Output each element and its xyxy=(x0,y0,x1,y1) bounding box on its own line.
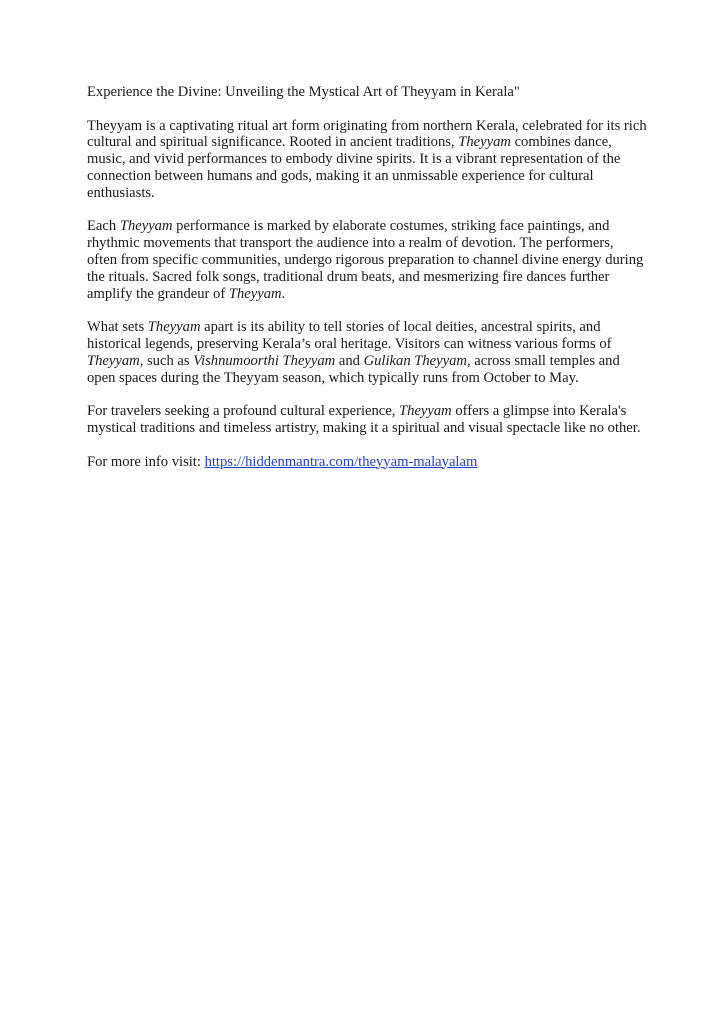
more-info-label: For more info visit: xyxy=(87,453,205,470)
paragraph-text: . xyxy=(281,285,286,302)
emphasis-theyyam: Theyyam xyxy=(119,218,173,235)
paragraph-text: , such as xyxy=(139,352,194,369)
paragraph-text: , across small temples and open spaces during the Theyyam season, which typically runs from October to May. xyxy=(87,352,620,386)
paragraph-text: apart is its ability to tell stories of local deities, ancestral spirits, and historical legends, preserving Kerala’s oral heritage. Visitors can witness various forms of xyxy=(87,319,612,352)
paragraph-text: and xyxy=(335,352,364,369)
emphasis-theyyam: Theyyam xyxy=(87,352,140,369)
paragraph-more-info xyxy=(87,454,647,471)
document-body xyxy=(87,84,647,487)
paragraph-text: Theyyam is a captivating ritual art form originating from northern Kerala, celebrated for its rich cultural and spiritual significance. Rooted in ancient traditions, xyxy=(87,117,647,151)
emphasis-theyyam: Theyyam xyxy=(399,403,452,420)
paragraph-performance xyxy=(87,218,647,302)
paragraph-travelers xyxy=(87,403,647,437)
emphasis-vishnumoorthi: Vishnumoorthi Theyyam xyxy=(193,352,336,369)
emphasis-theyyam: Theyyam xyxy=(228,285,282,302)
more-info-link[interactable]: https://hiddenmantra.com/theyyam-malayalam xyxy=(204,453,478,470)
paragraph-text: Each xyxy=(87,218,120,235)
paragraph-text: performance is marked by elaborate costumes, striking face paintings, and rhythmic movements that transport the audience into a realm of devotion. The performers, often from specific communities, undergo rigorous preparation to channel divine energy during the rituals. Sacred folk songs, traditional drum beats, and mesmerizing fire dances further amplify the grandeur of xyxy=(87,218,644,302)
paragraph-text: combines dance, music, and vivid performances to embody divine spirits. It is a vibrant representation of the connection between humans and gods, making it an unmissable experience for cultural enthusiasts. xyxy=(87,134,621,201)
paragraph-stories xyxy=(87,319,647,386)
emphasis-theyyam: Theyyam xyxy=(147,319,201,336)
emphasis-gulikan: Gulikan Theyyam xyxy=(363,352,467,369)
emphasis-theyyam: Theyyam xyxy=(458,134,511,151)
paragraph-text: What sets xyxy=(87,319,148,336)
paragraph-text: For travelers seeking a profound cultural experience, xyxy=(87,403,400,420)
paragraph-text: offers a glimpse into Kerala's mystical traditions and timeless artistry, making it a spiritual and visual spectacle like no other. xyxy=(87,403,641,436)
document-title: Experience the Divine: Unveiling the Mystical Art of Theyyam in Kerala" xyxy=(87,84,520,100)
paragraph-intro xyxy=(87,118,647,202)
